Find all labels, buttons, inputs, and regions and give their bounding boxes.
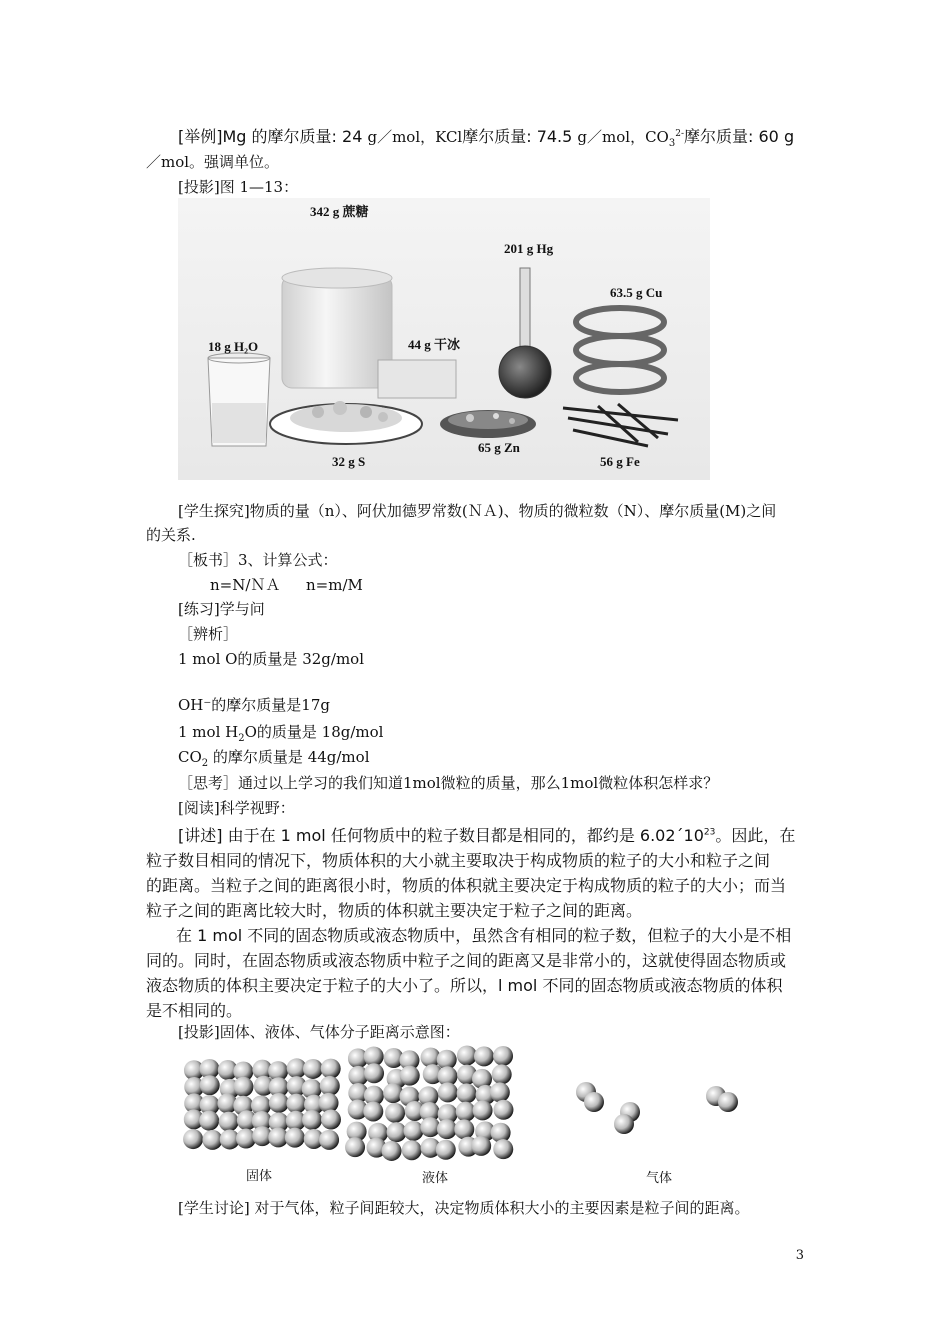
particle <box>364 1063 384 1083</box>
particle <box>319 1130 339 1150</box>
dry-ice-block <box>378 360 456 398</box>
co3-superscript: 2- <box>675 129 685 139</box>
particle <box>363 1101 383 1121</box>
particle <box>436 1140 456 1160</box>
particle <box>269 1093 289 1113</box>
particle <box>321 1110 341 1130</box>
discern-item-2: OH⁻的摩尔质量是17g <box>178 696 330 714</box>
particle <box>474 1046 494 1066</box>
particle <box>437 1119 457 1139</box>
discussion-line: [学生讨论] 对于气体，粒子间距较大，决定物质体积大小的主要因素是粒子间的距离。 <box>178 1199 750 1217</box>
discern-item-1: 1 mol O的质量是 32g/mol <box>178 650 364 668</box>
explore-line-2: 的关系. <box>146 526 196 544</box>
example-line-1 <box>178 126 794 148</box>
particle <box>219 1112 239 1132</box>
label-s: 32 g S <box>332 454 366 469</box>
example-line-2: ／mol。强调单位。 <box>146 153 280 171</box>
formula-n-m: n=m/M <box>306 576 363 594</box>
board-heading: ［板书］3、计算公式： <box>178 551 338 569</box>
particle <box>345 1137 365 1157</box>
label-zn: 65 g Zn <box>478 440 520 455</box>
lecture-line-2: 粒子数目相同的情况下，物质体积的大小就主要取决于构成物质的粒子的大小和粒子之间 <box>146 851 771 870</box>
lecture-line-5: 在 1 mol 不同的固态物质或液态物质中，虽然含有相同的粒子数，但粒子的大小是不相 <box>176 926 792 945</box>
particle <box>402 1140 422 1160</box>
h2o-subscript: 2 <box>238 733 245 744</box>
d4-suffix: 的摩尔质量是 44g/mol <box>208 748 370 766</box>
co2-subscript: 2 <box>201 758 209 769</box>
projection-1: [投影]图 1—13： <box>178 178 299 196</box>
practice-heading: [练习]学与问 <box>178 600 265 618</box>
particle <box>473 1100 493 1120</box>
example-tag: [举例] <box>178 127 223 146</box>
lecture-line-7: 液态物质的体积主要决定于粒子的大小了。所以，l mol 不同的固态物质或液态物质的体积 <box>146 976 783 995</box>
lecture-line-1 <box>178 824 795 848</box>
particle <box>382 1141 402 1161</box>
particle <box>385 1103 405 1123</box>
think-line: ［思考］通过以上学习的我们知道1mol微粒的质量，那么1mol微粒体积怎样求？ <box>178 774 719 792</box>
page-number: 3 <box>795 1248 804 1263</box>
particle <box>438 1082 458 1102</box>
particle <box>286 1094 306 1114</box>
co3-subscript: 3 <box>668 138 676 149</box>
d4-prefix: CO <box>178 748 202 766</box>
particle <box>303 1059 323 1079</box>
sugar-jar <box>282 268 392 388</box>
label-sugar: 342 g 蔗糖 <box>310 204 369 219</box>
explore-line-1: [学生探究]物质的量（n）、阿伏加德罗常数(ＮＡ)、物质的微粒数（N）、摩尔质量(M)之间 <box>178 502 777 520</box>
particle <box>492 1064 512 1084</box>
particle <box>320 1076 340 1096</box>
label-hg: 201 g Hg <box>504 241 554 256</box>
solid-particles <box>183 1058 341 1150</box>
lecture-line-3: 的距离。当粒子之间的距离很小时，物质的体积就主要决定于构成物质的粒子的大小；而当 <box>146 876 787 895</box>
example-kcl-mass: 摩尔质量: 74.5 <box>462 127 578 146</box>
particle <box>490 1082 510 1102</box>
liquid-particles <box>345 1045 513 1160</box>
particle <box>285 1128 305 1148</box>
label-gas: 气体 <box>646 1171 673 1186</box>
particle <box>321 1059 341 1079</box>
particle <box>199 1111 219 1131</box>
lecture-l1-b: 。因此，在 <box>715 826 796 845</box>
particle <box>400 1066 420 1086</box>
figure-molar-mass-photo <box>178 198 710 480</box>
lecture-line-6: 同的。同时，在固态物质或液态物质中粒子之间的距离又是非常小的，这就使得固态物质或 <box>146 951 787 970</box>
label-liquid: 液体 <box>422 1171 449 1186</box>
read-line: [阅读]科学视野： <box>178 799 295 817</box>
figure-particle-distance <box>182 1040 762 1192</box>
particle <box>493 1046 513 1066</box>
zinc-pile <box>440 410 536 438</box>
avogadro-exponent: 23 <box>703 827 716 838</box>
label-fe: 56 g Fe <box>600 454 640 469</box>
particle <box>403 1121 423 1141</box>
d3-prefix: 1 mol H <box>178 723 239 741</box>
example-kcl: g／mol，KCl <box>367 128 463 146</box>
particle <box>493 1139 513 1159</box>
particle <box>454 1119 474 1139</box>
particle <box>493 1100 513 1120</box>
example-co3: g／mol，CO <box>577 128 669 146</box>
label-solid: 固体 <box>246 1169 273 1184</box>
particle <box>457 1083 477 1103</box>
discern-item-4 <box>178 746 370 768</box>
example-co3-mass: 摩尔质量: 60 g <box>684 127 795 146</box>
gas-particles <box>576 1082 738 1134</box>
particle <box>233 1077 253 1097</box>
particle <box>200 1075 220 1095</box>
label-cu: 63.5 g Cu <box>610 285 663 300</box>
example-mg: Mg 的摩尔质量: 24 <box>222 127 368 146</box>
label-dry-ice: 44 g 干冰 <box>408 337 461 352</box>
formula-n-n: n=N/ＮＡ <box>210 576 281 594</box>
d3-suffix: O的质量是 18g/mol <box>244 723 384 741</box>
particle <box>471 1136 491 1156</box>
water-glass <box>208 353 270 446</box>
lecture-l1-a: [讲述] 由于在 1 mol 任何物质中的粒子数目都是相同的，都约是 6.02´10 <box>178 826 704 845</box>
lecture-line-4: 粒子之间的距离比较大时，物质的体积就主要决定于粒子之间的距离。 <box>146 901 643 920</box>
particle <box>387 1122 407 1142</box>
particle <box>302 1110 322 1130</box>
particle <box>457 1045 477 1065</box>
label-water: 18 g H₂O <box>208 339 259 354</box>
lecture-line-8: 是不相同的。 <box>146 1001 243 1020</box>
discern-item-3 <box>178 721 383 743</box>
particle <box>183 1129 203 1149</box>
discern-heading: ［辨析］ <box>178 625 239 643</box>
particle <box>202 1130 222 1150</box>
projection-2: [投影]固体、液体、气体分子距离示意图： <box>178 1023 460 1041</box>
